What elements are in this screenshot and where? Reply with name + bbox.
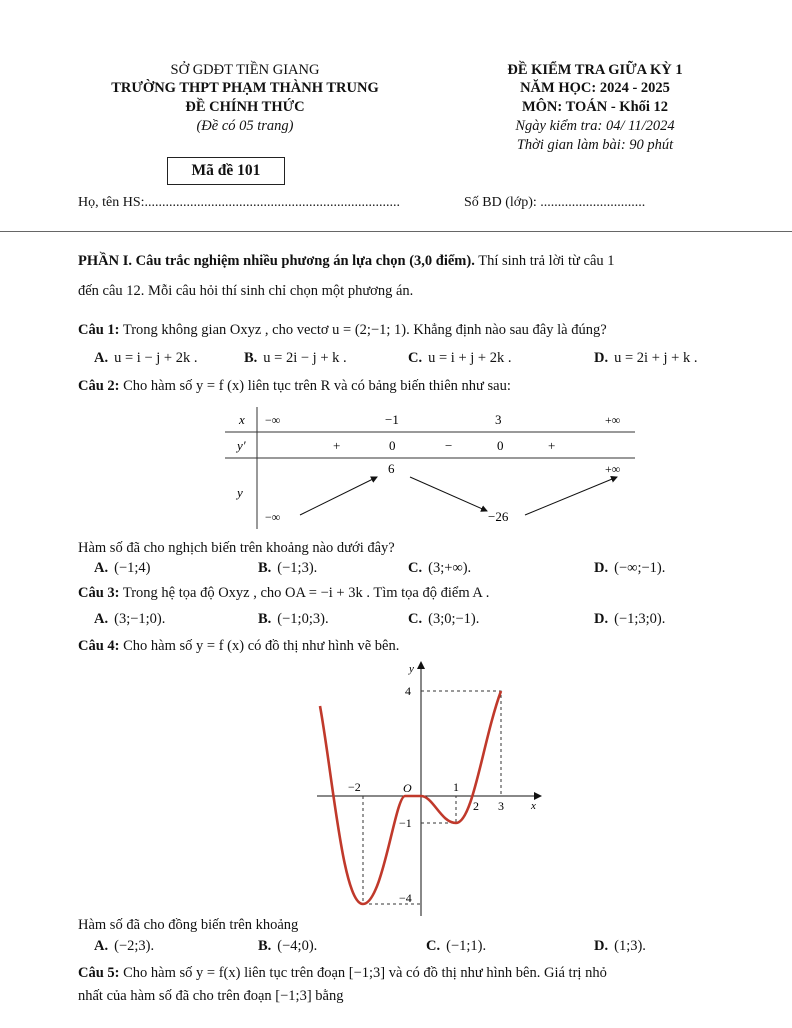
q3-option-a-text: (3;−1;0).: [114, 611, 166, 627]
y-val-4: +∞: [605, 462, 621, 476]
q5-line2: nhất của hàm số đã cho trên đoạn [−1;3] bằng: [78, 988, 344, 1004]
q2-option-a-text: (−1;4): [114, 560, 151, 576]
q3-option-b-key: B.: [258, 611, 272, 627]
q2-option-a-key: A.: [94, 560, 109, 576]
sign-3: −: [445, 438, 453, 453]
q4-option-a-key: A.: [94, 938, 109, 954]
q1-option-d[interactable]: [594, 350, 697, 367]
q4-question: Hàm số đã cho đồng biến trên khoảng: [78, 917, 299, 933]
q4-label: Câu 4:: [78, 638, 120, 654]
q4-option-a[interactable]: [94, 938, 154, 955]
sign-2: 0: [389, 438, 396, 453]
q4-option-c-text: (−1;1).: [446, 938, 487, 954]
q1-option-c-key: C.: [408, 350, 423, 366]
q2-option-b-text: (−1;3).: [277, 560, 318, 576]
q1-text: Trong không gian Oxyz , cho vectơ u = (2;−1; 1). Khẳng định nào sau đây là đúng?: [119, 322, 607, 338]
q4-option-d-key: D.: [594, 938, 609, 954]
q2-question: Hàm số đã cho nghịch biến trên khoảng nào dưới đây?: [78, 540, 395, 556]
x-val-4: +∞: [605, 413, 621, 427]
q4-option-a-text: (−2;3).: [114, 938, 155, 954]
tick-neg1: −1: [399, 816, 412, 830]
tick-3: 3: [498, 799, 504, 813]
q2-option-a[interactable]: [94, 560, 150, 577]
header-divider: [0, 231, 792, 232]
q3-option-b-text: (−1;0;3).: [277, 611, 329, 627]
q2-option-c[interactable]: [408, 560, 471, 577]
q3-text: Trong hệ tọa độ Oxyz , cho OA = −i + 3k . Tìm tọa độ điểm A .: [119, 585, 490, 601]
exam-duration: Thời gian làm bài: 90 phút: [516, 137, 674, 153]
question-1: [78, 322, 607, 339]
q1-label: Câu 1:: [78, 322, 120, 338]
y-val-2: 6: [388, 461, 395, 476]
q4-option-b[interactable]: [258, 938, 317, 955]
q1-option-c[interactable]: [408, 350, 511, 367]
q1-option-a-text: u = i − j + 2k .: [114, 350, 198, 366]
part1-intro-text: Thí sinh trả lời từ câu 1: [474, 253, 615, 269]
question-5: [78, 965, 607, 982]
q3-option-c-key: C.: [408, 611, 423, 627]
tick-2: 2: [473, 799, 479, 813]
q3-option-c[interactable]: [408, 611, 479, 628]
subject: MÔN: TOÁN - Khối 12: [521, 99, 669, 115]
part1-intro-line2: đến câu 12. Mỗi câu hỏi thí sinh chỉ chọn một phương án.: [78, 283, 414, 299]
x-val-2: −1: [385, 412, 399, 427]
origin-label: O: [403, 781, 412, 795]
q3-option-b[interactable]: [258, 611, 329, 628]
q2-option-b[interactable]: [258, 560, 317, 577]
sign-5: +: [548, 438, 556, 453]
y-axis-label: y: [409, 663, 414, 675]
q5-label: Câu 5:: [78, 965, 120, 981]
q2-option-d-key: D.: [594, 560, 609, 576]
q2-option-d[interactable]: [594, 560, 665, 577]
q4-text: Cho hàm số y = f (x) có đồ thị như hình vẽ bên.: [119, 638, 400, 654]
exam-title: ĐỀ KIỂM TRA GIỮA KỲ 1: [507, 62, 683, 78]
row-x-label: x: [239, 412, 245, 427]
q4-option-c-key: C.: [426, 938, 441, 954]
q1-option-a-key: A.: [94, 350, 109, 366]
school-name: TRƯỜNG THPT PHẠM THÀNH TRUNG: [111, 80, 379, 96]
q1-option-a[interactable]: [94, 350, 197, 367]
tick-neg4: −4: [399, 891, 412, 905]
exam-code-box: Mã đề 101: [167, 157, 285, 185]
arrow-down: [410, 477, 487, 511]
school-year: NĂM HỌC: 2024 - 2025: [520, 80, 670, 96]
q3-option-d-text: (−1;3;0).: [614, 611, 666, 627]
exam-date: Ngày kiểm tra: 04/ 11/2024: [515, 118, 675, 134]
student-id-field: Số BD (lớp): ..............................: [464, 195, 646, 210]
q1-option-b-key: B.: [244, 350, 258, 366]
function-curve: [320, 691, 501, 904]
part1-intro: [78, 251, 718, 271]
q3-option-d-key: D.: [594, 611, 609, 627]
q4-option-b-key: B.: [258, 938, 272, 954]
x-axis-label: x: [531, 800, 536, 812]
arrow-up-1: [300, 477, 377, 515]
q2-option-c-text: (3;+∞).: [428, 560, 472, 576]
sign-4: 0: [497, 438, 504, 453]
row-y-label: y: [237, 485, 243, 500]
q2-text: Cho hàm số y = f (x) liên tục trên R và có bảng biến thiên như sau:: [119, 378, 511, 394]
official-label: ĐỀ CHÍNH THỨC: [185, 99, 305, 115]
q2-option-d-text: (−∞;−1).: [614, 560, 666, 576]
part1-title: PHẦN I. Câu trắc nghiệm nhiều phương án lựa chọn (3,0 điểm).: [78, 253, 475, 269]
q3-option-d[interactable]: [594, 611, 665, 628]
sign-1: +: [333, 438, 341, 453]
q3-option-a-key: A.: [94, 611, 109, 627]
guide-ym4: [363, 796, 421, 904]
q4-option-d-text: (1;3).: [614, 938, 646, 954]
question-2: [78, 378, 511, 395]
arrow-up-2: [525, 477, 617, 515]
dept-name: SỞ GDĐT TIỀN GIANG: [170, 62, 320, 78]
y-val-3: −26: [488, 509, 509, 524]
guide-y4: [421, 691, 501, 796]
q2-label: Câu 2:: [78, 378, 120, 394]
tick-1: 1: [453, 780, 459, 794]
q1-option-d-key: D.: [594, 350, 609, 366]
x-val-3: 3: [495, 412, 502, 427]
question-3: [78, 585, 489, 602]
q3-option-c-text: (3;0;−1).: [428, 611, 480, 627]
q4-option-b-text: (−4;0).: [277, 938, 318, 954]
student-name-field: Họ, tên HS:.........................................................................: [78, 195, 400, 210]
page-count: (Đề có 05 trang): [196, 118, 294, 134]
q4-option-c[interactable]: [426, 938, 486, 955]
question-4: [78, 638, 399, 655]
q4-option-d[interactable]: [594, 938, 646, 955]
variation-table: [225, 405, 645, 535]
x-val-1: −∞: [265, 413, 281, 427]
y-val-1: −∞: [265, 510, 281, 524]
q5-text: Cho hàm số y = f(x) liên tục trên đoạn [−1;3] và có đồ thị như hình bên. Giá trị nhỏ: [119, 965, 607, 981]
tick-4: 4: [405, 684, 411, 698]
q2-option-b-key: B.: [258, 560, 272, 576]
q1-option-b[interactable]: [244, 350, 347, 367]
function-graph: [315, 658, 545, 920]
q1-option-c-text: u = i + j + 2k .: [428, 350, 512, 366]
q2-option-c-key: C.: [408, 560, 423, 576]
q1-option-d-text: u = 2i + j + k .: [614, 350, 698, 366]
q1-option-b-text: u = 2i − j + k .: [263, 350, 347, 366]
row-yprime-label: y′: [237, 438, 246, 453]
tick-neg2: −2: [348, 780, 361, 794]
q3-option-a[interactable]: [94, 611, 165, 628]
q3-label: Câu 3:: [78, 585, 120, 601]
